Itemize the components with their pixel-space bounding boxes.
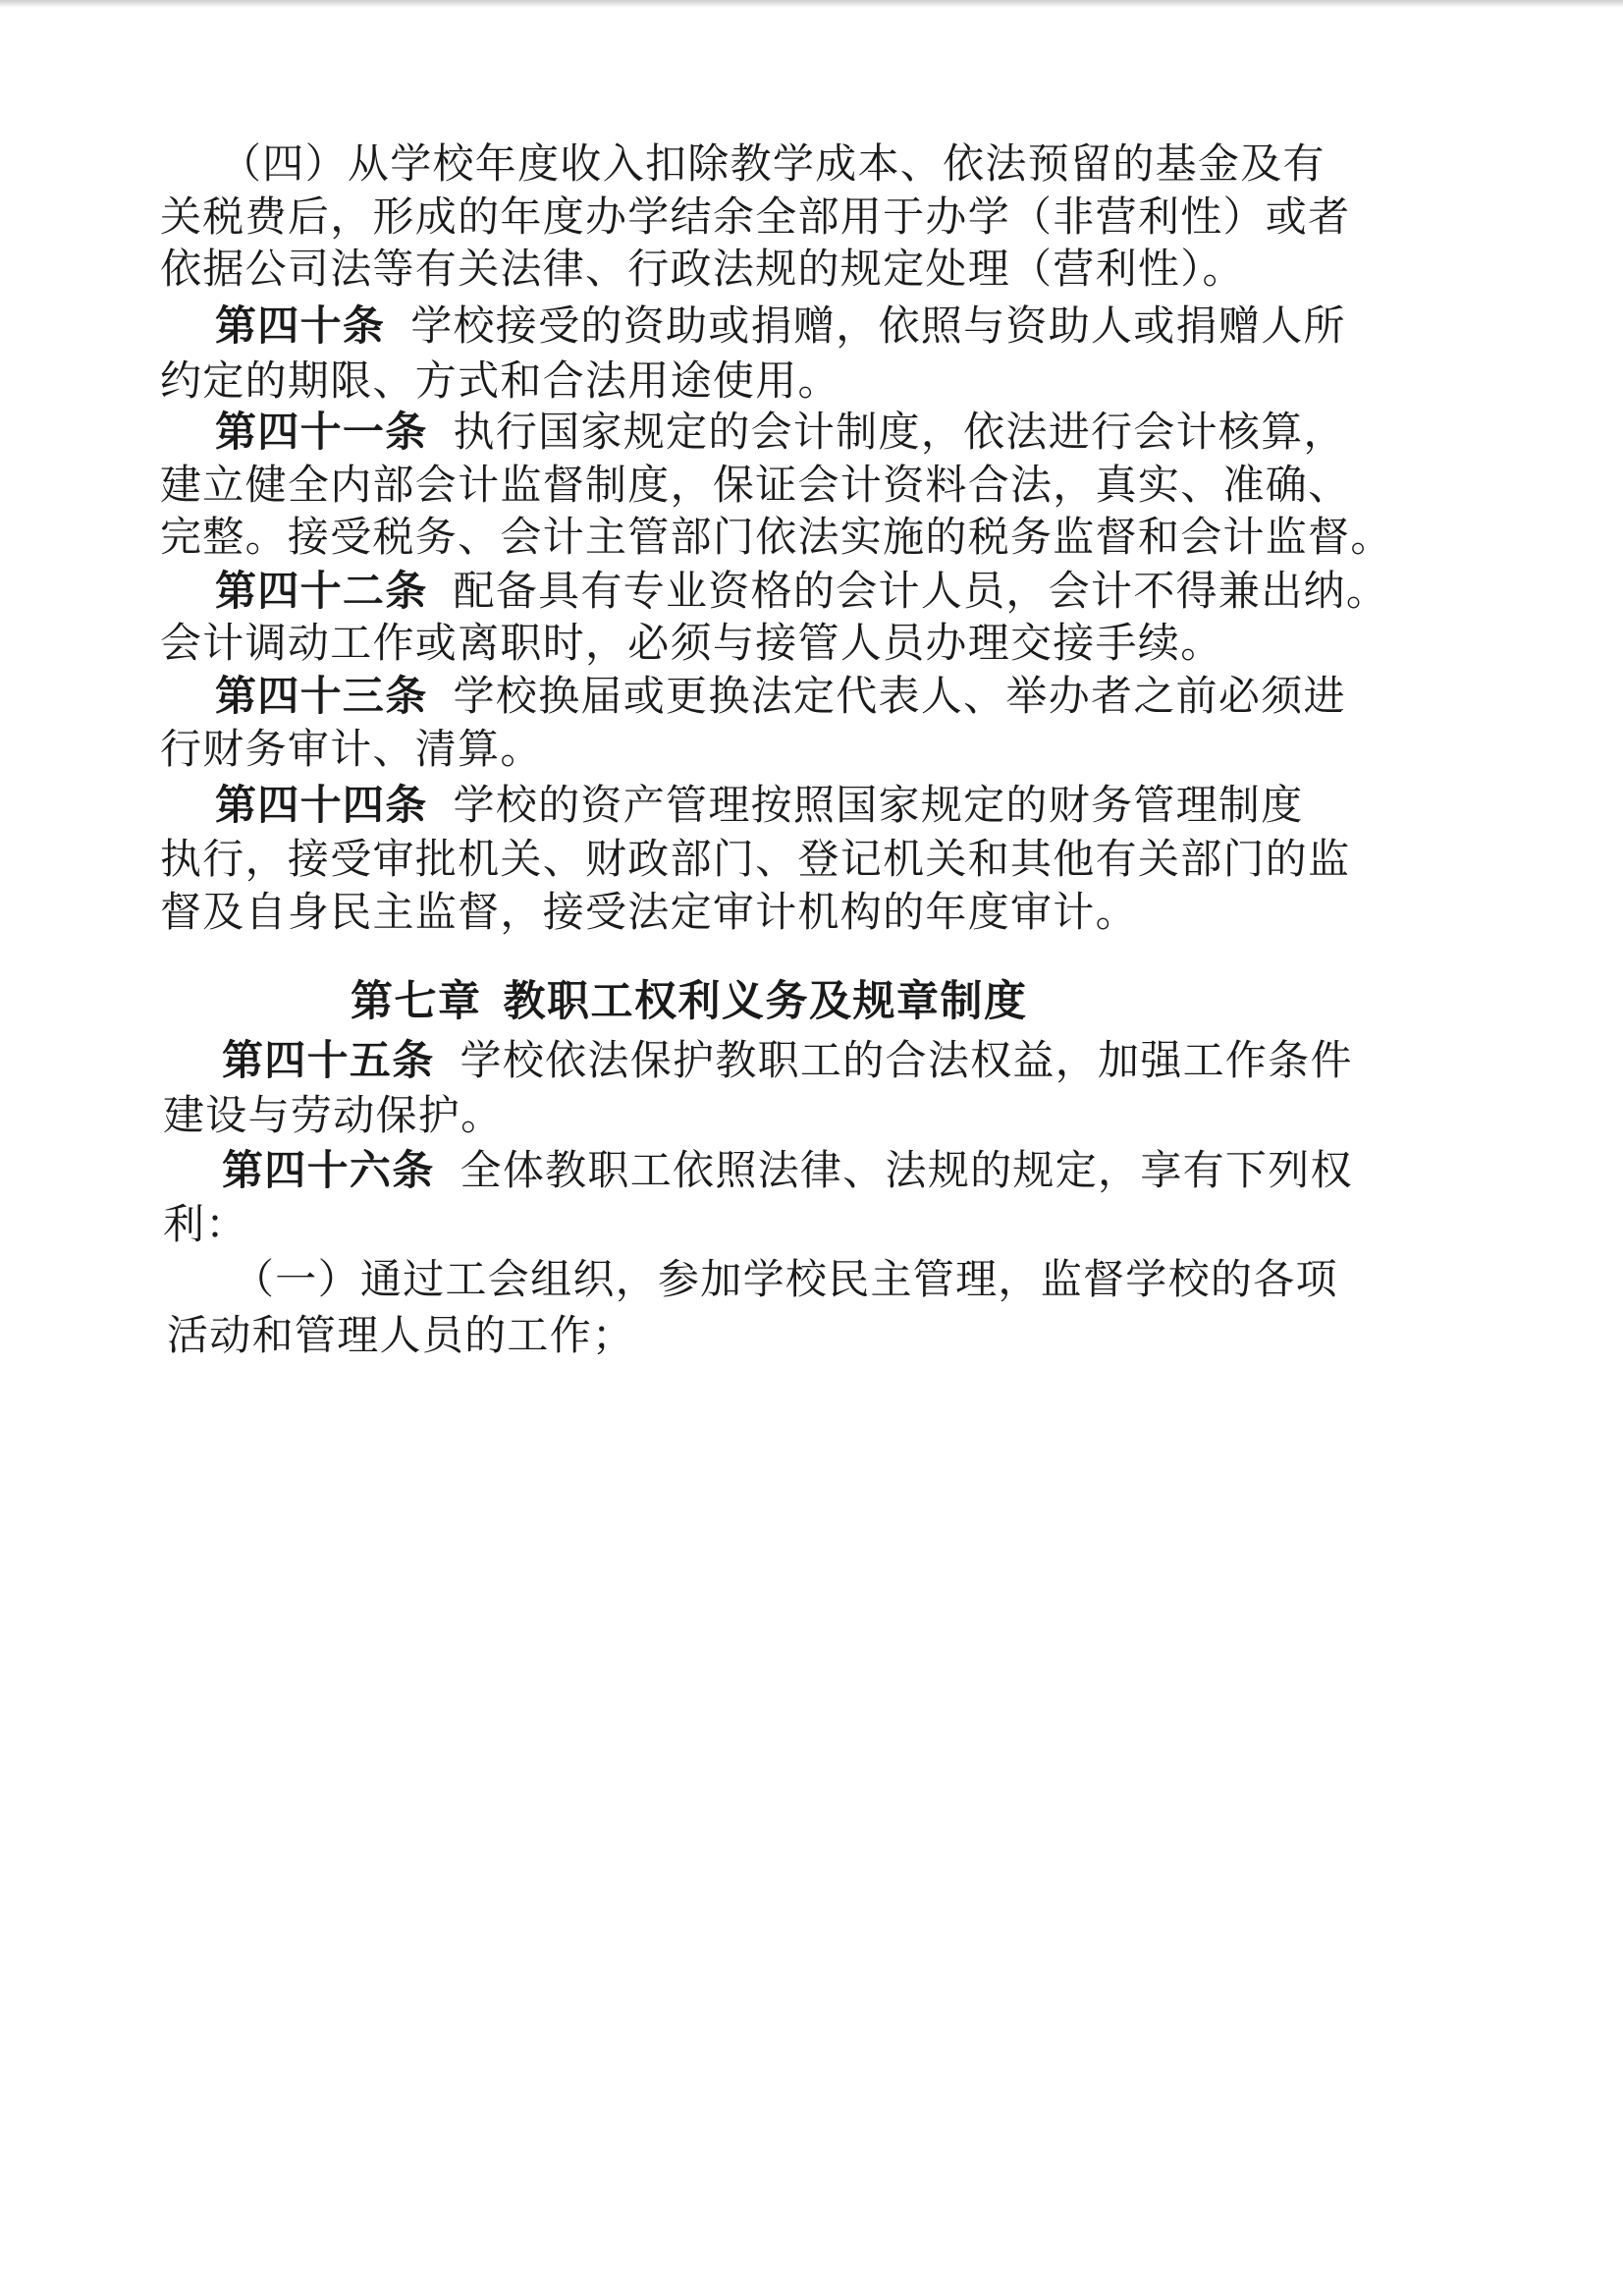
- item-1-line-2: 活动和管理人员的工作；: [167, 1311, 635, 1359]
- article-42-line-2: 会计调动工作或离职时，必须与接管人员办理交接手续。: [160, 619, 1223, 667]
- article-42-label: 第四十二条: [215, 567, 428, 615]
- article-45-line-2: 建设与劳动保护。: [163, 1091, 504, 1139]
- article-43-label: 第四十三条: [215, 672, 428, 720]
- article-46-line-1: [222, 1141, 1353, 1200]
- para-4-line-1: （四）从学校年度收入扣除教学成本、依法预留的基金及有: [220, 139, 1325, 188]
- article-45-label: 第四十五条: [222, 1036, 435, 1084]
- scan-edge: [0, 0, 1623, 8]
- para-4-line-2: 关税费后，形成的年度办学结余全部用于办学（非营利性）或者: [160, 192, 1351, 241]
- article-44-text: 学校的资产管理按照国家规定的财务管理制度: [453, 781, 1304, 829]
- article-46-text: 全体教职工依照法律、法规的规定，享有下列权: [460, 1146, 1353, 1194]
- article-44-label: 第四十四条: [215, 781, 428, 829]
- item-1-line-1: （一）通过工会组织，参加学校民主管理，监督学校的各项: [233, 1255, 1338, 1303]
- article-45-line-1: [222, 1031, 1353, 1090]
- article-41-label: 第四十一条: [215, 408, 428, 456]
- para-4-line-3: 依据公司法等有关法律、行政法规的规定处理（营利性）。: [160, 245, 1245, 293]
- article-43-text: 学校换届或更换法定代表人、举办者之前必须进: [453, 672, 1346, 720]
- article-40-label: 第四十条: [215, 301, 386, 350]
- article-44-line-1: [215, 776, 1304, 835]
- article-45-text: 学校依法保护教职工的合法权益，加强工作条件: [460, 1036, 1353, 1084]
- article-46-line-2: 利：: [163, 1200, 248, 1248]
- article-41-line-1: [215, 403, 1346, 462]
- chapter-title: 教职工权利义务及规章制度: [503, 977, 1028, 1026]
- article-43-line-1: [215, 667, 1346, 726]
- article-41-line-3: 完整。接受税务、会计主管部门依法实施的税务监督和会计监督。: [160, 513, 1393, 561]
- chapter-number: 第七章: [351, 977, 482, 1026]
- chapter-heading: [351, 972, 1028, 1031]
- article-40-line-2: 约定的期限、方式和合法用途使用。: [160, 356, 840, 405]
- article-43-line-2: 行财务审计、清算。: [160, 725, 543, 773]
- article-40-line-1: [215, 297, 1346, 355]
- article-42-line-1: [215, 562, 1388, 621]
- article-41-text: 执行国家规定的会计制度，依法进行会计核算，: [453, 408, 1346, 456]
- article-41-line-2: 建立健全内部会计监督制度，保证会计资料合法，真实、准确、: [160, 461, 1351, 509]
- article-44-line-2: 执行，接受审批机关、财政部门、登记机关和其他有关部门的监: [160, 835, 1351, 883]
- article-46-label: 第四十六条: [222, 1146, 435, 1194]
- article-42-text: 配备具有专业资格的会计人员，会计不得兼出纳。: [453, 567, 1389, 615]
- article-40-text: 学校接受的资助或捐赠，依照与资助人或捐赠人所: [410, 301, 1346, 350]
- article-44-line-3: 督及自身民主监督，接受法定审计机构的年度审计。: [160, 888, 1138, 936]
